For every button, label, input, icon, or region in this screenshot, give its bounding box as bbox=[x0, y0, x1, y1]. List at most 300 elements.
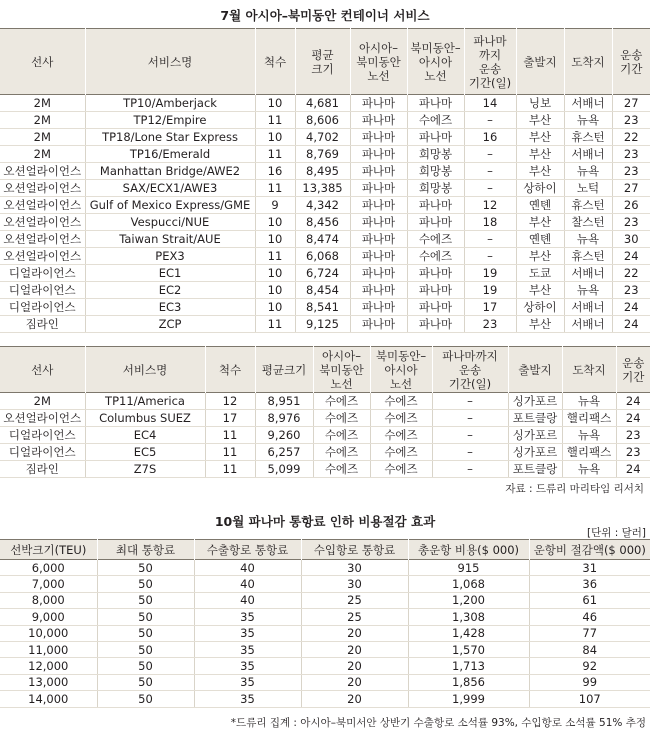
table-cell: 11 bbox=[255, 316, 295, 333]
table-cell: 35 bbox=[194, 625, 301, 641]
table-cell: 25 bbox=[301, 609, 408, 625]
table-cell: 짐라인 bbox=[0, 461, 85, 478]
table-cell: 뉴욕 bbox=[562, 393, 616, 410]
table-cell: 27 bbox=[612, 95, 650, 112]
table-cell: 파나마 bbox=[407, 197, 464, 214]
suez-services-table bbox=[0, 346, 650, 478]
table-cell: 9,260 bbox=[255, 427, 313, 444]
table-cell: 20 bbox=[301, 674, 408, 690]
table-cell: 35 bbox=[194, 658, 301, 674]
table-cell: 상하이 bbox=[516, 180, 564, 197]
table-cell: – bbox=[432, 393, 508, 410]
table-cell: 23 bbox=[612, 112, 650, 129]
table-cell: 수에즈 bbox=[313, 393, 370, 410]
table-cell: 40 bbox=[194, 576, 301, 592]
table-cell: 24 bbox=[616, 393, 650, 410]
column-header: 척수 bbox=[255, 29, 295, 95]
table-cell: 17 bbox=[464, 299, 516, 316]
table-cell: 수에즈 bbox=[407, 231, 464, 248]
table-cell: SAX/ECX1/AWE3 bbox=[85, 180, 255, 197]
table-cell: 2M bbox=[0, 393, 85, 410]
table-cell: 50 bbox=[97, 625, 194, 641]
table-cell: 50 bbox=[97, 576, 194, 592]
table-cell: 파나마 bbox=[350, 163, 407, 180]
table-cell: 휴스턴 bbox=[564, 248, 612, 265]
table-cell: 12 bbox=[464, 197, 516, 214]
column-header: 출발지 bbox=[516, 29, 564, 95]
table-cell: 파나마 bbox=[350, 112, 407, 129]
table-cell: 18 bbox=[464, 214, 516, 231]
table-cell: 수에즈 bbox=[370, 410, 432, 427]
table-row bbox=[0, 427, 650, 444]
table-cell: 35 bbox=[194, 691, 301, 707]
table-cell: 오션얼라이언스 bbox=[0, 410, 85, 427]
table-cell: 뉴욕 bbox=[562, 461, 616, 478]
table-cell: 35 bbox=[194, 674, 301, 690]
table-cell: 2M bbox=[0, 146, 85, 163]
table-cell: 파나마 bbox=[350, 180, 407, 197]
table-row bbox=[0, 197, 650, 214]
table-cell: 16 bbox=[255, 163, 295, 180]
table-cell: 오션얼라이언스 bbox=[0, 197, 85, 214]
table-cell: TP18/Lone Star Express bbox=[85, 129, 255, 146]
table-cell: 핼리팩스 bbox=[562, 410, 616, 427]
column-header: 척수 bbox=[205, 347, 255, 393]
table-cell: 31 bbox=[529, 560, 650, 576]
table-cell: 도쿄 bbox=[516, 265, 564, 282]
table-cell: 오션얼라이언스 bbox=[0, 231, 85, 248]
table-cell: 40 bbox=[194, 592, 301, 608]
table-cell: 2M bbox=[0, 129, 85, 146]
table-cell: 뉴욕 bbox=[562, 427, 616, 444]
table-cell: 10 bbox=[255, 282, 295, 299]
panama-services-table bbox=[0, 28, 650, 333]
table-cell: 107 bbox=[529, 691, 650, 707]
table-cell: 뉴욕 bbox=[564, 231, 612, 248]
table-cell: 오션얼라이언스 bbox=[0, 248, 85, 265]
table-cell: 희망봉 bbox=[407, 146, 464, 163]
table-cell: 13,000 bbox=[0, 674, 97, 690]
table-cell: 오션얼라이언스 bbox=[0, 163, 85, 180]
table-cell: 22 bbox=[612, 129, 650, 146]
table-cell: 파나마 bbox=[350, 214, 407, 231]
table-cell: 수에즈 bbox=[370, 444, 432, 461]
table-cell: 8,495 bbox=[295, 163, 350, 180]
table-cell: 6,068 bbox=[295, 248, 350, 265]
table-cell: 24 bbox=[612, 316, 650, 333]
column-header: 수입항로 통항료 bbox=[301, 540, 408, 560]
table-cell: 99 bbox=[529, 674, 650, 690]
table-cell: 9,000 bbox=[0, 609, 97, 625]
table-cell: 수에즈 bbox=[370, 427, 432, 444]
table-cell: 5,099 bbox=[255, 461, 313, 478]
table-cell: PEX3 bbox=[85, 248, 255, 265]
table-row bbox=[0, 576, 650, 592]
table-cell: 915 bbox=[408, 560, 529, 576]
table-cell: 35 bbox=[194, 641, 301, 657]
table-row bbox=[0, 129, 650, 146]
table-cell: EC2 bbox=[85, 282, 255, 299]
table-cell: 9,125 bbox=[295, 316, 350, 333]
column-header: 최대 통항료 bbox=[97, 540, 194, 560]
table-cell: 22 bbox=[612, 265, 650, 282]
table-cell: 11 bbox=[205, 444, 255, 461]
table-cell: 희망봉 bbox=[407, 180, 464, 197]
table-row bbox=[0, 180, 650, 197]
table-cell: 8,606 bbox=[295, 112, 350, 129]
table-cell: 24 bbox=[616, 410, 650, 427]
table-cell: 50 bbox=[97, 592, 194, 608]
table-row bbox=[0, 674, 650, 690]
table-cell: 10,000 bbox=[0, 625, 97, 641]
table-cell: 16 bbox=[464, 129, 516, 146]
table-row bbox=[0, 146, 650, 163]
table-row bbox=[0, 658, 650, 674]
table-cell: 50 bbox=[97, 609, 194, 625]
table-cell: TP16/Emerald bbox=[85, 146, 255, 163]
table-cell: 포트클랑 bbox=[508, 461, 562, 478]
table-row bbox=[0, 248, 650, 265]
table-cell: 8,474 bbox=[295, 231, 350, 248]
table-cell: 10 bbox=[255, 214, 295, 231]
table-row bbox=[0, 265, 650, 282]
table-cell: 핼리팩스 bbox=[562, 444, 616, 461]
table-cell: TP12/Empire bbox=[85, 112, 255, 129]
table-cell: 8,541 bbox=[295, 299, 350, 316]
table-cell: 서배너 bbox=[564, 316, 612, 333]
table-cell: 포트클랑 bbox=[508, 410, 562, 427]
table-cell: 오션얼라이언스 bbox=[0, 180, 85, 197]
table-cell: 14 bbox=[464, 95, 516, 112]
table-row bbox=[0, 444, 650, 461]
table-cell: 24 bbox=[616, 461, 650, 478]
table-cell: 파나마 bbox=[407, 129, 464, 146]
table-cell: 11 bbox=[255, 112, 295, 129]
table-cell: 수에즈 bbox=[313, 444, 370, 461]
table-cell: 11 bbox=[255, 248, 295, 265]
column-header: 도착지 bbox=[564, 29, 612, 95]
table-cell: 23 bbox=[616, 444, 650, 461]
table-cell: 92 bbox=[529, 658, 650, 674]
table-cell: 10 bbox=[255, 265, 295, 282]
table-cell: 24 bbox=[612, 248, 650, 265]
table-cell: 짐라인 bbox=[0, 316, 85, 333]
table-row bbox=[0, 214, 650, 231]
table-cell: Gulf of Mexico Express/GME bbox=[85, 197, 255, 214]
table-cell: 50 bbox=[97, 641, 194, 657]
table-cell: 8,951 bbox=[255, 393, 313, 410]
table-cell: 12 bbox=[205, 393, 255, 410]
table-cell: 디얼라이언스 bbox=[0, 282, 85, 299]
table-cell: 1,308 bbox=[408, 609, 529, 625]
table-cell: 77 bbox=[529, 625, 650, 641]
table-cell: 희망봉 bbox=[407, 163, 464, 180]
table-cell: 파나마 bbox=[350, 197, 407, 214]
table-cell: 30 bbox=[301, 576, 408, 592]
column-header: 운송 기간 bbox=[616, 347, 650, 393]
table-cell: 8,454 bbox=[295, 282, 350, 299]
footnote: *드류리 집계 : 아시아–북미서안 상반기 수출항로 소석률 93%, 수입항로 소석률 51% 추정 bbox=[230, 717, 646, 729]
table-cell: 파나마 bbox=[350, 129, 407, 146]
column-header: 출발지 bbox=[508, 347, 562, 393]
table-cell: 수에즈 bbox=[313, 410, 370, 427]
table-cell: 23 bbox=[612, 214, 650, 231]
table-cell: 수에즈 bbox=[370, 461, 432, 478]
table-cell: – bbox=[432, 444, 508, 461]
table-cell: 파나마 bbox=[350, 299, 407, 316]
table-cell: 싱가포르 bbox=[508, 393, 562, 410]
table-cell: 서배너 bbox=[564, 95, 612, 112]
table-cell: 30 bbox=[301, 560, 408, 576]
table-cell: TP11/America bbox=[85, 393, 205, 410]
table-cell: 8,456 bbox=[295, 214, 350, 231]
table-cell: 1,428 bbox=[408, 625, 529, 641]
table-cell: 수에즈 bbox=[370, 393, 432, 410]
table-cell: 20 bbox=[301, 691, 408, 707]
table-cell: 23 bbox=[612, 282, 650, 299]
table-row bbox=[0, 560, 650, 576]
table-cell: 상하이 bbox=[516, 299, 564, 316]
table-cell: 부산 bbox=[516, 282, 564, 299]
table-cell: 부산 bbox=[516, 316, 564, 333]
table-cell: 수에즈 bbox=[313, 461, 370, 478]
table-cell: 수에즈 bbox=[407, 112, 464, 129]
table-cell: 8,769 bbox=[295, 146, 350, 163]
table-cell: 찰스턴 bbox=[564, 214, 612, 231]
table-cell: 디얼라이언스 bbox=[0, 299, 85, 316]
table-cell: – bbox=[464, 180, 516, 197]
table-cell: 4,342 bbox=[295, 197, 350, 214]
table-cell: 노턱 bbox=[564, 180, 612, 197]
table-cell: 파나마 bbox=[407, 316, 464, 333]
table-cell: 부산 bbox=[516, 129, 564, 146]
table-cell: – bbox=[464, 146, 516, 163]
table-cell: 11 bbox=[205, 427, 255, 444]
table-cell: 닝보 bbox=[516, 95, 564, 112]
column-header: 수출항로 통항료 bbox=[194, 540, 301, 560]
table-cell: – bbox=[464, 231, 516, 248]
table-cell: 파나마 bbox=[407, 214, 464, 231]
table-cell: 20 bbox=[301, 641, 408, 657]
table-cell: 10 bbox=[255, 231, 295, 248]
table-cell: 부산 bbox=[516, 248, 564, 265]
table1-title: 7월 아시아–북미동안 컨테이너 서비스 bbox=[220, 8, 430, 23]
table-row bbox=[0, 393, 650, 410]
table-row bbox=[0, 625, 650, 641]
column-header: 총운항 비용($ 000) bbox=[408, 540, 529, 560]
table-cell: ZCP bbox=[85, 316, 255, 333]
column-header: 평균크기 bbox=[255, 347, 313, 393]
table-cell: 부산 bbox=[516, 214, 564, 231]
table-cell: 파나마 bbox=[350, 146, 407, 163]
table-cell: 옌톈 bbox=[516, 197, 564, 214]
table-cell: 휴스턴 bbox=[564, 197, 612, 214]
table-cell: 20 bbox=[301, 658, 408, 674]
table-cell: EC5 bbox=[85, 444, 205, 461]
table-cell: 2M bbox=[0, 112, 85, 129]
table-cell: TP10/Amberjack bbox=[85, 95, 255, 112]
table-cell: 6,000 bbox=[0, 560, 97, 576]
table-cell: 파나마 bbox=[407, 265, 464, 282]
table-cell: 디얼라이언스 bbox=[0, 427, 85, 444]
table-cell: 19 bbox=[464, 265, 516, 282]
table-cell: Taiwan Strait/AUE bbox=[85, 231, 255, 248]
table-cell: 부산 bbox=[516, 112, 564, 129]
table-cell: 서배너 bbox=[564, 146, 612, 163]
table-cell: 50 bbox=[97, 560, 194, 576]
unit-label: [단위 : 달러] bbox=[587, 527, 646, 539]
column-header: 평균 크기 bbox=[295, 29, 350, 95]
table-cell: 30 bbox=[612, 231, 650, 248]
table-cell: 23 bbox=[464, 316, 516, 333]
table-cell: 부산 bbox=[516, 146, 564, 163]
table-row bbox=[0, 112, 650, 129]
table-cell: 파나마 bbox=[350, 95, 407, 112]
table-cell: 파나마 bbox=[407, 282, 464, 299]
table-cell: 35 bbox=[194, 609, 301, 625]
table-cell: 서배너 bbox=[564, 299, 612, 316]
table-row bbox=[0, 231, 650, 248]
table-cell: 1,713 bbox=[408, 658, 529, 674]
table-cell: 1,856 bbox=[408, 674, 529, 690]
table-row bbox=[0, 95, 650, 112]
table-cell: 40 bbox=[194, 560, 301, 576]
table-cell: 파나마 bbox=[407, 95, 464, 112]
column-header: 선박크기(TEU) bbox=[0, 540, 97, 560]
table-cell: 10 bbox=[255, 95, 295, 112]
table-cell: – bbox=[464, 112, 516, 129]
table-cell: 6,257 bbox=[255, 444, 313, 461]
table-cell: 13,385 bbox=[295, 180, 350, 197]
table-cell: 4,681 bbox=[295, 95, 350, 112]
table-cell: 수에즈 bbox=[313, 427, 370, 444]
table-cell: 25 bbox=[301, 592, 408, 608]
table-row bbox=[0, 592, 650, 608]
table-cell: 9 bbox=[255, 197, 295, 214]
table-cell: 뉴욕 bbox=[564, 282, 612, 299]
table-header-row bbox=[0, 29, 650, 95]
column-header: 운송 기간 bbox=[612, 29, 650, 95]
table-cell: 6,724 bbox=[295, 265, 350, 282]
table-cell: 23 bbox=[616, 427, 650, 444]
table-cell: – bbox=[464, 163, 516, 180]
table-cell: 싱가포르 bbox=[508, 427, 562, 444]
table-cell: 파나마 bbox=[350, 282, 407, 299]
table-cell: 수에즈 bbox=[407, 248, 464, 265]
table-row bbox=[0, 410, 650, 427]
column-header: 파나마 까지 운송 기간(일) bbox=[464, 29, 516, 95]
table-cell: 파나마 bbox=[350, 316, 407, 333]
table-cell: 뉴욕 bbox=[564, 163, 612, 180]
table-cell: 파나마 bbox=[350, 248, 407, 265]
table-cell: 파나마 bbox=[350, 265, 407, 282]
table-cell: 옌톈 bbox=[516, 231, 564, 248]
column-header: 파나마까지 운송 기간(일) bbox=[432, 347, 508, 393]
table-row bbox=[0, 461, 650, 478]
table-cell: Columbus SUEZ bbox=[85, 410, 205, 427]
table-cell: 36 bbox=[529, 576, 650, 592]
table-cell: – bbox=[464, 248, 516, 265]
table-cell: 11,000 bbox=[0, 641, 97, 657]
table-cell: 50 bbox=[97, 674, 194, 690]
table-cell: 2M bbox=[0, 95, 85, 112]
table-header-row bbox=[0, 347, 650, 393]
table-cell: – bbox=[432, 461, 508, 478]
table-cell: Vespucci/NUE bbox=[85, 214, 255, 231]
table-cell: EC4 bbox=[85, 427, 205, 444]
table-cell: 50 bbox=[97, 691, 194, 707]
column-header: 도착지 bbox=[562, 347, 616, 393]
table-row bbox=[0, 609, 650, 625]
table-cell: 디얼라이언스 bbox=[0, 265, 85, 282]
table-cell: 파나마 bbox=[407, 299, 464, 316]
table-cell: 1,999 bbox=[408, 691, 529, 707]
table-cell: 8,000 bbox=[0, 592, 97, 608]
table-cell: 서배너 bbox=[564, 265, 612, 282]
column-header: 서비스명 bbox=[85, 347, 205, 393]
table-cell: 디얼라이언스 bbox=[0, 444, 85, 461]
table-cell: 10 bbox=[255, 299, 295, 316]
table-cell: 11 bbox=[205, 461, 255, 478]
table-cell: 휴스턴 bbox=[564, 129, 612, 146]
table-cell: 17 bbox=[205, 410, 255, 427]
table-cell: 24 bbox=[612, 299, 650, 316]
table3-title: 10월 파나마 통항료 인하 비용절감 효과 bbox=[214, 514, 436, 529]
table-row bbox=[0, 163, 650, 180]
table-cell: 오션얼라이언스 bbox=[0, 214, 85, 231]
table-cell: 11 bbox=[255, 146, 295, 163]
table-cell: 23 bbox=[612, 146, 650, 163]
table-cell: 26 bbox=[612, 197, 650, 214]
column-header: 아시아– 북미동안 노선 bbox=[350, 29, 407, 95]
column-header: 북미동안– 아시아 노선 bbox=[407, 29, 464, 95]
table-cell: Manhattan Bridge/AWE2 bbox=[85, 163, 255, 180]
table-cell: 84 bbox=[529, 641, 650, 657]
table-cell: 4,702 bbox=[295, 129, 350, 146]
table-cell: 싱가포르 bbox=[508, 444, 562, 461]
table-cell: 23 bbox=[612, 163, 650, 180]
toll-savings-table bbox=[0, 539, 650, 708]
table-row bbox=[0, 691, 650, 707]
column-header: 운항비 절감액($ 000) bbox=[529, 540, 650, 560]
table-row bbox=[0, 641, 650, 657]
source-note: 자료 : 드류리 마리타임 리서치 bbox=[505, 483, 644, 495]
table-cell: 12,000 bbox=[0, 658, 97, 674]
table-cell: 7,000 bbox=[0, 576, 97, 592]
table-row bbox=[0, 299, 650, 316]
table-cell: 46 bbox=[529, 609, 650, 625]
table-cell: 8,976 bbox=[255, 410, 313, 427]
table-cell: 뉴욕 bbox=[564, 112, 612, 129]
table-cell: 14,000 bbox=[0, 691, 97, 707]
table-cell: 11 bbox=[255, 180, 295, 197]
table-cell: 1,068 bbox=[408, 576, 529, 592]
column-header: 선사 bbox=[0, 347, 85, 393]
table-cell: 50 bbox=[97, 658, 194, 674]
column-header: 북미동안– 아시아 노선 bbox=[370, 347, 432, 393]
table-cell: 19 bbox=[464, 282, 516, 299]
table-row bbox=[0, 282, 650, 299]
column-header: 선사 bbox=[0, 29, 85, 95]
table-cell: 부산 bbox=[516, 163, 564, 180]
table-cell: 10 bbox=[255, 129, 295, 146]
table-cell: 1,570 bbox=[408, 641, 529, 657]
table-cell: EC1 bbox=[85, 265, 255, 282]
table-cell: 61 bbox=[529, 592, 650, 608]
column-header: 서비스명 bbox=[85, 29, 255, 95]
column-header: 아시아– 북미동안 노선 bbox=[313, 347, 370, 393]
table-header-row bbox=[0, 540, 650, 560]
